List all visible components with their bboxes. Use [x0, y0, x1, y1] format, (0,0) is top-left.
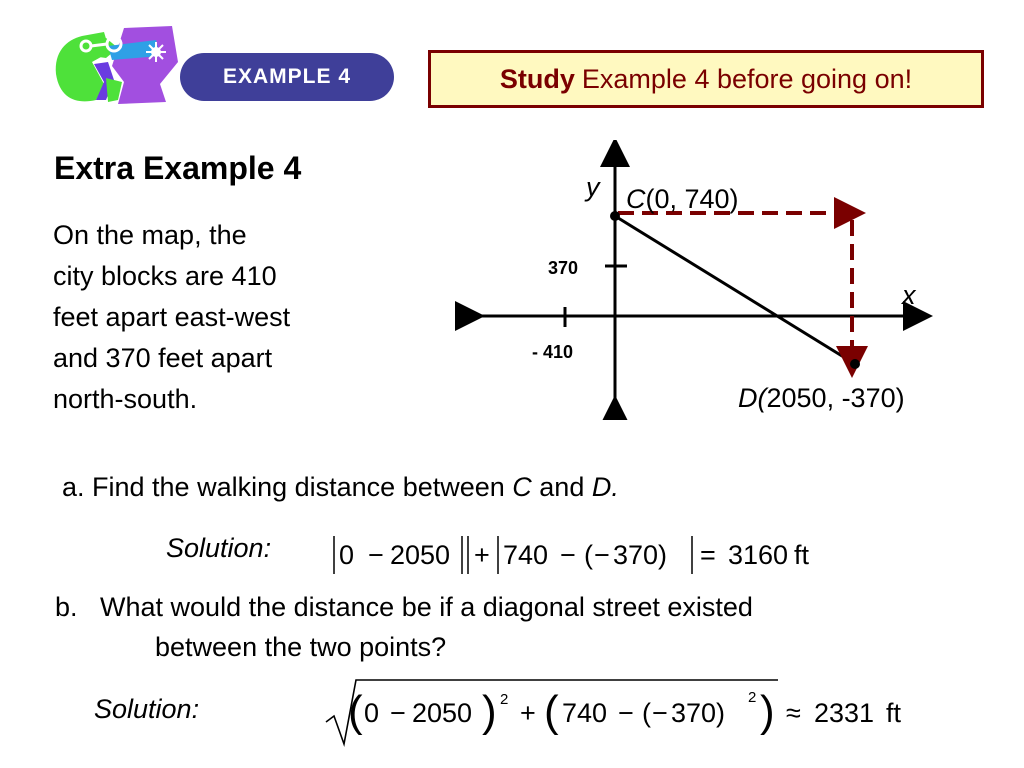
svg-text:740: 740: [562, 698, 608, 728]
problem-line: On the map, the: [53, 220, 247, 250]
svg-text:ft: ft: [794, 540, 810, 570]
tick-label-370: 370: [548, 258, 579, 278]
point-d: [850, 359, 860, 369]
study-bold-text: Study: [499, 63, 575, 94]
part-b-formula: [324, 672, 934, 752]
svg-text:): ): [760, 687, 775, 736]
svg-text:0: 0: [339, 540, 355, 570]
part-a-formula: [326, 530, 866, 580]
svg-text:−: −: [618, 698, 634, 728]
svg-text:370): 370): [671, 698, 726, 728]
svg-text:−: −: [594, 540, 610, 570]
svg-text:−: −: [560, 540, 576, 570]
svg-text:−: −: [368, 540, 384, 570]
problem-line: city blocks are 410: [53, 261, 277, 291]
coordinate-graph: [440, 140, 960, 420]
problem-line: feet apart east-west: [53, 302, 291, 332]
svg-text:=: =: [700, 540, 716, 570]
page-title: Extra Example 4: [54, 150, 302, 186]
problem-line: north-south.: [53, 384, 198, 414]
svg-text:−: −: [390, 698, 406, 728]
y-axis-label: y: [586, 172, 600, 202]
svg-text:2050: 2050: [412, 698, 473, 728]
svg-text:(: (: [642, 698, 651, 728]
point-c: [610, 211, 620, 221]
svg-text:740: 740: [503, 540, 549, 570]
svg-text:≈: ≈: [786, 698, 801, 728]
part-a-question: a. Find the walking distance between C and D.: [62, 472, 619, 502]
svg-text:2331: 2331: [814, 698, 875, 728]
svg-text:): ): [482, 687, 497, 736]
x-axis-label: x: [902, 280, 916, 310]
svg-text:2: 2: [748, 689, 757, 706]
mascot-logo: [48, 22, 184, 118]
problem-text: [53, 215, 393, 420]
svg-text:0: 0: [364, 698, 380, 728]
point-d-label: D(2050, -370): [738, 383, 905, 413]
problem-line: and 370 feet apart: [53, 343, 273, 373]
study-rest-text: Example 4 before going on!: [581, 63, 913, 94]
svg-text:2050: 2050: [390, 540, 451, 570]
svg-text:3160: 3160: [728, 540, 789, 570]
part-a-solution-label: Solution:: [166, 533, 272, 563]
svg-text:(: (: [584, 540, 593, 570]
svg-text:2: 2: [500, 691, 509, 708]
svg-text:+: +: [474, 540, 490, 570]
svg-text:(: (: [348, 687, 363, 736]
segment-cd: [615, 216, 855, 364]
part-b-question-line1: b. What would the distance be if a diagonal street existed: [55, 592, 753, 622]
study-banner: [428, 50, 984, 108]
part-b-question-line2: between the two points?: [155, 632, 447, 662]
svg-text:370): 370): [613, 540, 668, 570]
point-c-label: C(0, 740): [626, 184, 739, 214]
part-b-solution-label: Solution:: [94, 694, 200, 724]
example-badge: EXAMPLE 4: [180, 53, 394, 101]
svg-text:+: +: [520, 698, 536, 728]
svg-text:−: −: [652, 698, 668, 728]
tick-label-neg410: - 410: [532, 342, 574, 362]
svg-text:(: (: [544, 687, 559, 736]
svg-text:ft: ft: [886, 698, 902, 728]
